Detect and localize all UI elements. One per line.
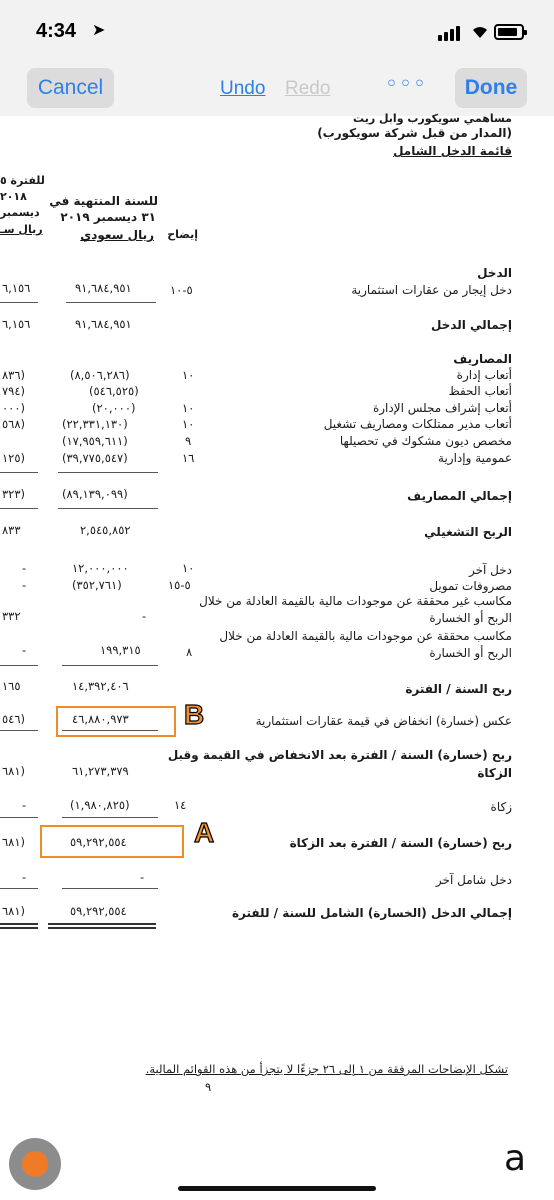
color-picker-button[interactable] — [9, 1138, 61, 1190]
row-prev-profit-after-zakat: ٦٨١) — [2, 835, 26, 849]
prev-col-header-3: ديسمبر — [0, 206, 40, 219]
row-label-expenses: المصاريف — [453, 352, 512, 366]
row-prev-property-mgr: ٥٦٨) — [2, 417, 26, 431]
col-unit: ريال سعودي — [80, 228, 154, 242]
row-label-rental: دخل إيجار من عقارات استثمارية — [351, 283, 512, 297]
text-tool-icon[interactable]: a — [504, 1138, 527, 1179]
row-prev-other-comprehensive: - — [22, 870, 27, 884]
row-note-zakat: ١٤ — [174, 798, 187, 812]
row-prev-unrealized-gains: ٣٣٢ — [2, 609, 21, 623]
page-number: ٩ — [205, 1080, 212, 1094]
row-label-year-profit: ربح السنة / الفترة — [405, 682, 512, 696]
row-label-general-admin: عمومية وإدارية — [438, 451, 512, 465]
battery-icon — [494, 24, 524, 40]
row-cur-unrealized-gains: - — [142, 609, 147, 623]
row-cur-operating-profit: ٢,٥٤٥,٨٥٢ — [80, 523, 131, 537]
row-cur-general-admin: (٣٩,٧٧٥,٥٤٧) — [62, 451, 128, 465]
row-cur-realized-gains: ١٩٩,٣١٥ — [100, 643, 141, 657]
row-prev-year-profit: ١٦٥ — [2, 679, 21, 693]
row-cur-impairment-reversal: ٤٦,٨٨٠,٩٧٣ — [72, 712, 129, 726]
row-prev-total-expenses: ٣٢٣) — [2, 487, 26, 501]
row-label-realized-gains-2: الربح أو الخسارة — [429, 646, 512, 660]
annotation-marker-b: B — [184, 699, 205, 730]
markup-toolbar — [0, 66, 554, 116]
row-label-impairment-reversal: عكس (خسارة) انخفاض في قيمة عقارات استثمارية — [255, 714, 512, 728]
row-cur-profit-after-zakat: ٥٩,٢٩٢,٥٥٤ — [70, 835, 127, 849]
footer-note: تشكل الإيضاحات المرفقة من ١ إلى ٢٦ جزءًا لا يتجزأ من هذه القوائم المالية. — [145, 1062, 508, 1076]
annotation-box-a[interactable] — [40, 825, 184, 858]
row-label-mgmt-fee: أتعاب إدارة — [456, 368, 512, 382]
prev-col-header-1: للفترة ٥ — [0, 174, 45, 187]
row-label-profit-after-zakat: ربح (خسارة) السنة / الفترة بعد الزكاة — [289, 836, 512, 850]
prev-col-unit: ريال سـ — [0, 223, 43, 236]
document-page — [0, 112, 554, 1136]
row-label-zakat: زكاة — [490, 800, 512, 814]
location-arrow-icon: ➤ — [92, 20, 106, 39]
row-cur-other-income: ١٢,٠٠٠,٠٠٠ — [72, 561, 129, 575]
row-note-rental: ٥-١٠ — [170, 283, 193, 297]
row-label-total-comprehensive: إجمالي الدخل (الخسارة) الشامل للسنة / للفترة — [231, 906, 512, 920]
doc-title: قائمة الدخل الشامل — [393, 144, 512, 158]
wifi-icon — [470, 21, 490, 44]
row-cur-total-comprehensive: ٥٩,٢٩٢,٥٥٤ — [70, 904, 127, 918]
row-cur-total-expenses: (٨٩,١٣٩,٠٩٩) — [62, 487, 128, 501]
cancel-button[interactable]: Cancel — [27, 68, 114, 108]
row-note-board: ١٠ — [182, 401, 195, 415]
row-cur-property-mgr: (٢٢,٣٣١,١٣٠) — [62, 417, 128, 431]
row-note-mgmt-fee: ١٠ — [182, 368, 195, 382]
col-header-1: للسنة المنتهية في — [49, 194, 158, 208]
row-prev-profit-before-zakat: ٦٨١) — [2, 764, 26, 778]
row-prev-finance-costs: - — [22, 578, 27, 592]
doc-header-managed: (المدار من قبل شركة سويكورب) — [317, 126, 512, 140]
row-label-operating-profit: الربح التشغيلي — [424, 525, 512, 539]
row-label-unrealized-gains-2: الربح أو الخسارة — [429, 611, 512, 625]
row-cur-doubtful-debts: (١٧,٩٥٩,٦١١) — [62, 434, 128, 448]
row-label-other-comprehensive: دخل شامل آخر — [435, 873, 512, 887]
cellular-signal-icon — [438, 25, 464, 41]
row-cur-zakat: (١,٩٨٠,٨٢٥) — [70, 798, 130, 812]
row-cur-custody: (٥٤٦,٥٢٥) — [89, 384, 139, 398]
row-cur-profit-before-zakat: ٦١,٢٧٣,٣٧٩ — [72, 764, 129, 778]
row-label-property-mgr: أتعاب مدير ممتلكات ومصاريف تشغيل — [323, 417, 512, 431]
row-prev-total-income: ٦,١٥٦ — [2, 317, 31, 331]
orange-color-swatch — [22, 1151, 48, 1177]
row-prev-zakat: - — [22, 798, 27, 812]
undo-button[interactable]: Undo — [220, 78, 266, 99]
row-prev-other-income: - — [22, 561, 27, 575]
status-bar — [0, 0, 554, 66]
col-header-2: ٣١ ديسمبر ٢٠١٩ — [60, 210, 156, 224]
row-cur-mgmt-fee: (٨,٥٠٦,٢٨٦) — [70, 368, 130, 382]
row-cur-other-comprehensive: - — [140, 870, 145, 884]
row-label-profit-before-zakat-2: الزكاة — [477, 766, 512, 780]
done-button[interactable]: Done — [455, 68, 527, 108]
row-note-realized-gains: ٨ — [186, 645, 193, 659]
row-prev-impairment-reversal: ٥٤٦) — [2, 712, 26, 726]
row-label-profit-before-zakat: ربح (خسارة) السنة / الفترة بعد الانخفاض في القيمة وقبل — [167, 748, 512, 762]
row-note-doubtful-debts: ٩ — [185, 434, 192, 448]
row-label-realized-gains: مكاسب محققة عن موجودات مالية بالقيمة العادلة من خلال — [219, 629, 512, 643]
row-label-doubtful-debts: مخصص ديون مشكوك في تحصيلها — [339, 434, 512, 448]
row-prev-operating-profit: ٨٣٣ — [2, 523, 21, 537]
row-prev-board: ٠٠٠) — [2, 401, 26, 415]
row-note-finance-costs: ٥-١٥ — [168, 578, 191, 592]
row-note-other-income: ١٠ — [182, 561, 195, 575]
row-label-finance-costs: مصروفات تمويل — [429, 579, 512, 593]
redo-button[interactable]: Redo — [285, 78, 331, 99]
row-prev-total-comprehensive: ٦٨١) — [2, 904, 26, 918]
more-options-icon[interactable]: ◦◦◦ — [385, 72, 427, 97]
row-prev-rental: ٦,١٥٦ — [2, 281, 31, 295]
row-label-total-expenses: إجمالي المصاريف — [407, 489, 512, 503]
status-time: 4:34 — [36, 20, 77, 42]
row-label-unrealized-gains: مكاسب غير محققة عن موجودات مالية بالقيمة العادلة من خلال — [199, 594, 512, 608]
home-indicator[interactable] — [178, 1186, 376, 1191]
doc-header-partial: مساهمي سويكورب وابل ريت — [353, 112, 512, 125]
prev-col-header-2: ٢٠١٨ — [0, 190, 27, 203]
row-cur-board: (٢٠,٠٠٠) — [92, 401, 136, 415]
row-prev-realized-gains: - — [22, 643, 27, 657]
row-cur-finance-costs: (٣٥٢,٧٦١) — [72, 578, 122, 592]
annotation-box-b[interactable] — [56, 706, 176, 737]
row-note-property-mgr: ١٠ — [182, 417, 195, 431]
row-prev-custody: ٧٩٤) — [2, 384, 26, 398]
row-cur-year-profit: ١٤,٣٩٢,٤٠٦ — [72, 679, 129, 693]
row-cur-total-income: ٩١,٦٨٤,٩٥١ — [75, 317, 132, 331]
col-note-header: إيضاح — [167, 228, 198, 241]
annotation-marker-a: A — [194, 817, 215, 848]
row-label-board: أتعاب إشراف مجلس الإدارة — [372, 401, 512, 415]
row-label-income: الدخل — [477, 266, 512, 280]
row-label-total-income: إجمالي الدخل — [430, 318, 512, 332]
row-prev-mgmt-fee: ٨٣٦) — [2, 368, 26, 382]
row-prev-general-admin: ١٢٥) — [2, 451, 26, 465]
row-note-general-admin: ١٦ — [182, 451, 195, 465]
row-cur-rental: ٩١,٦٨٤,٩٥١ — [75, 281, 132, 295]
row-label-custody: أتعاب الحفظ — [448, 384, 512, 398]
row-label-other-income: دخل آخر — [468, 563, 512, 577]
